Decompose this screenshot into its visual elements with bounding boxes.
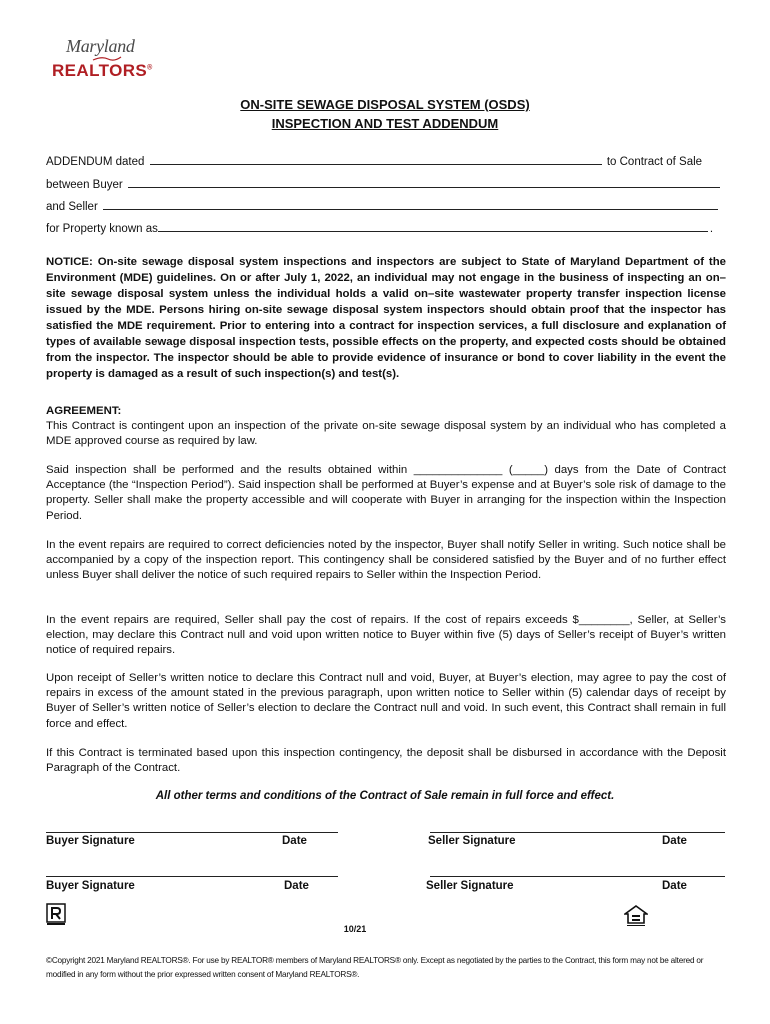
seller-date-label-2: Date [662, 880, 687, 892]
seller-signature-label-1: Seller Signature [428, 835, 516, 847]
and-seller-label: and Seller [46, 201, 98, 213]
buyer-signature-line-2[interactable] [46, 876, 338, 877]
deposit-paragraph: If this Contract is terminated based upon this inspection contingency, the deposit shall be disbursed in accordance with the Deposit Paragraph of the Contract. [46, 747, 726, 775]
repairs-notice-paragraph: In the event repairs are required to correct deficiencies noted by the inspector, Buyer shall notify Seller in writing. Such notice shall be accompanied by a copy of the inspection report. This contingency shall be considered satisfied by the Buyer and of no further effect unless Buyer shall deliver the notice of such required repairs to Seller within the Inspection Period. [46, 539, 726, 582]
seller-date-label-1: Date [662, 835, 687, 847]
logo-script-text: Maryland [66, 36, 135, 56]
buyer-signature-label-2: Buyer Signature [46, 880, 135, 892]
buyer-signature-label-1: Buyer Signature [46, 835, 135, 847]
agreement-heading: AGREEMENT: [46, 405, 122, 417]
inspection-period-paragraph: Said inspection shall be performed and the results obtained within ______________ (_____) days from the Date of Contract Acceptance (the “Inspection Period”). Said inspection shall be performed at Buyer’s expense and at Buyer’s sole risk of damage to the property. Seller shall make the property accessible and will cooperate with Buyer in arranging for the inspection within the Inspection Period. [46, 464, 726, 522]
buyer-date-label-1: Date [282, 835, 307, 847]
addendum-dated-row [46, 152, 726, 168]
seller-signature-line-1[interactable] [430, 832, 725, 833]
repair-cost-paragraph: In the event repairs are required, Seller shall pay the cost of repairs. If the cost of repairs exceeds $________, Seller, at Seller’s election, may declare this Contract null and void upon written notice to Buyer within five (5) days of Seller’s receipt of Buyer’s written notice of required repairs. [46, 614, 726, 657]
document-title-line-1: ON-SITE SEWAGE DISPOSAL SYSTEM (OSDS) [240, 97, 530, 112]
equal-housing-icon [624, 905, 648, 927]
document-title-line-2: INSPECTION AND TEST ADDENDUM [271, 116, 499, 131]
closing-statement: All other terms and conditions of the Contract of Sale remain in full force and effect. [155, 790, 615, 802]
property-address-field[interactable] [158, 219, 708, 232]
seller-row [46, 197, 726, 213]
buyer-row [46, 175, 726, 191]
addendum-dated-field[interactable] [150, 152, 602, 165]
buyer-date-label-2: Date [284, 880, 309, 892]
between-buyer-label: between Buyer [46, 179, 123, 191]
copyright-notice: ©Copyright 2021 Maryland REALTORS®. For use by REALTOR® members of Maryland REALTORS® only. Except as negotiated by the parties to the Contract, this form may not be altered or modified in any form without the prior expressed written consent of Maryland REALTORS®. [46, 956, 704, 979]
buyer-signature-line-1[interactable] [46, 832, 338, 833]
property-period: . [709, 223, 714, 235]
contract-of-sale-text: to Contract of Sale [606, 156, 703, 168]
seller-signature-line-2[interactable] [430, 876, 725, 877]
buyer-name-field[interactable] [128, 175, 720, 188]
buyer-election-paragraph: Upon receipt of Seller’s written notice to declare this Contract null and void, Buyer, at Buyer’s election, may agree to pay the cost of repairs in excess of the amount stated in the previous paragraph, upon written notice to Seller within (5) calendar days of receipt by Buyer of Seller’s written notice of Seller’s election to declare the Contract null and void. In such event, this Contract shall remain in full force and effect. [46, 672, 726, 730]
mde-notice: NOTICE: On-site sewage disposal system inspections and inspectors are subject to State of Maryland Department of the Environment (MDE) guidelines. On or after July 1, 2022, an individual may not engage in the business of inspecting an on–site sewage disposal system unless the individual holds a valid on–site wastewater property transfer inspection license issued by the MDE. Persons hiring on-site sewage disposal system inspectors should obtain proof that the inspector has satisfied the MDE requirement. Prior to entering into a contract for inspection services, a full disclosure and explanation of types of available sewage disposal inspection tests, possible effects on the property, and expected costs should be obtained from the inspector. The inspector should be able to provide evidence of insurance or bond to cover liability in the event the property is damaged as a result of such inspection(s) and test(s). [46, 256, 726, 380]
property-label: for Property known as [46, 223, 158, 235]
property-row [46, 219, 726, 235]
seller-signature-label-2: Seller Signature [426, 880, 514, 892]
form-version: 10/21 [343, 924, 367, 934]
addendum-dated-label: ADDENDUM dated [46, 156, 145, 168]
seller-name-field[interactable] [103, 197, 718, 210]
logo-brand-text: REALTORS® [52, 61, 153, 80]
agreement-intro: This Contract is contingent upon an inspection of the private on-site sewage disposal system by an individual who has completed a MDE approved course as required by law. [46, 420, 726, 448]
maryland-realtors-logo [52, 36, 152, 84]
